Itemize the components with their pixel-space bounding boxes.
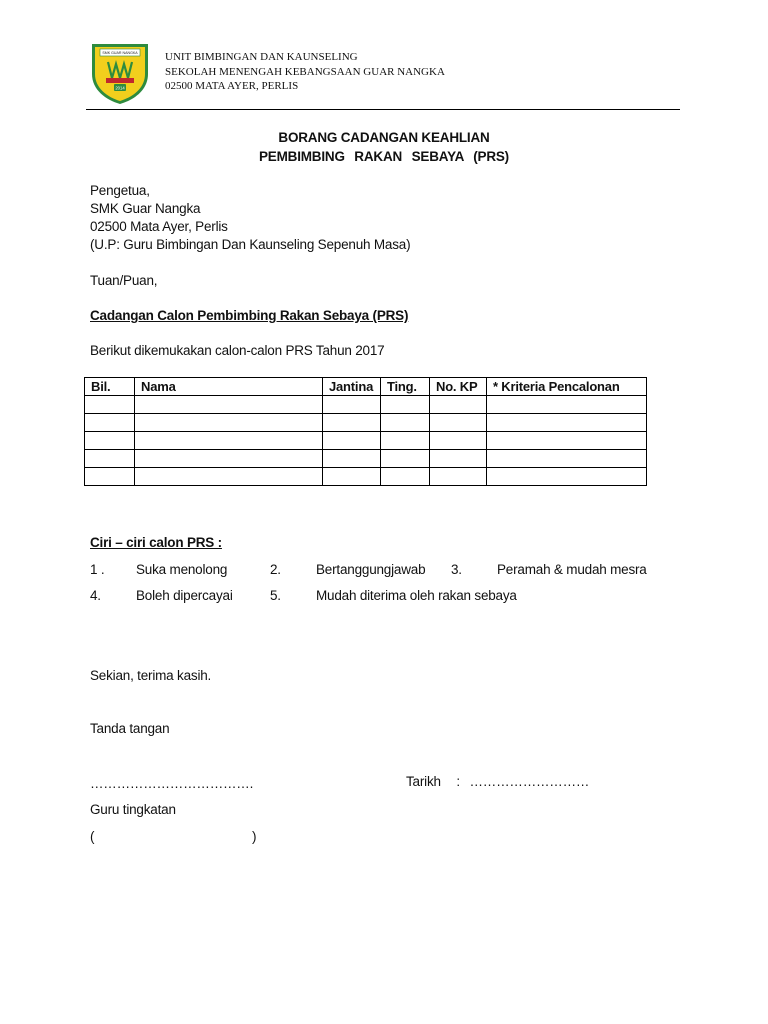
teacher-role-label: Guru tingkatan (90, 802, 176, 817)
table-row (85, 432, 647, 450)
signature-line[interactable]: ………………………………. (90, 776, 254, 791)
cell-nama[interactable] (135, 432, 323, 450)
name-paren-open: ( (90, 829, 95, 844)
criteria-num-4: 4. (90, 588, 101, 603)
cell-nama[interactable] (135, 450, 323, 468)
table-row (85, 468, 647, 486)
cell-bil[interactable] (85, 396, 135, 414)
cell-bil[interactable] (85, 414, 135, 432)
cell-ting[interactable] (381, 414, 430, 432)
date-field (406, 773, 589, 791)
col-ting: Ting. (381, 378, 430, 396)
school-header (165, 50, 445, 94)
cell-jantina[interactable] (323, 414, 381, 432)
cell-jantina[interactable] (323, 396, 381, 414)
name-paren-close: ) (252, 829, 257, 844)
col-jantina: Jantina (323, 378, 381, 396)
cell-jantina[interactable] (323, 468, 381, 486)
cell-no-kp[interactable] (430, 432, 487, 450)
criteria-text-2: Bertanggungjawab (316, 562, 426, 577)
title-line-2: PEMBIMBING RAKAN SEBAYA (PRS) (259, 149, 509, 164)
school-logo (88, 40, 152, 106)
table-row (85, 396, 647, 414)
form-title (0, 128, 768, 166)
criteria-title: Ciri – ciri calon PRS : (90, 535, 222, 550)
criteria-num-5: 5. (270, 588, 281, 603)
date-line[interactable]: ……………………… (469, 774, 590, 789)
intro-text: Berikut dikemukakan calon-calon PRS Tahun 2017 (90, 343, 385, 358)
logo-text: SMK GUAR NANGKA (102, 51, 138, 56)
header-line-unit: UNIT BIMBINGAN DAN KAUNSELING (165, 51, 358, 63)
header-divider (86, 109, 680, 110)
date-label: Tarikh (406, 774, 441, 789)
cell-kriteria[interactable] (487, 432, 647, 450)
recipient-address (90, 182, 410, 254)
cell-bil[interactable] (85, 450, 135, 468)
header-line-address: 02500 MATA AYER, PERLIS (165, 80, 299, 92)
criteria-num-2: 2. (270, 562, 281, 577)
cell-no-kp[interactable] (430, 450, 487, 468)
candidate-table (84, 377, 647, 486)
salutation: Tuan/Puan, (90, 273, 158, 288)
address-line: Pengetua, (90, 183, 150, 198)
cell-no-kp[interactable] (430, 396, 487, 414)
cell-kriteria[interactable] (487, 414, 647, 432)
closing-text: Sekian, terima kasih. (90, 668, 212, 683)
cell-kriteria[interactable] (487, 468, 647, 486)
header-line-school: SEKOLAH MENENGAH KEBANGSAAN GUAR NANGKA (165, 65, 445, 78)
table-row (85, 450, 647, 468)
cell-kriteria[interactable] (487, 396, 647, 414)
cell-no-kp[interactable] (430, 468, 487, 486)
cell-ting[interactable] (381, 450, 430, 468)
logo-year: 2014 (115, 85, 125, 91)
cell-ting[interactable] (381, 468, 430, 486)
col-kriteria: * Kriteria Pencalonan (487, 378, 647, 396)
cell-nama[interactable] (135, 468, 323, 486)
cell-nama[interactable] (135, 396, 323, 414)
cell-jantina[interactable] (323, 432, 381, 450)
criteria-num-3: 3. (451, 562, 462, 577)
cell-bil[interactable] (85, 432, 135, 450)
criteria-num-1: 1 . (90, 562, 105, 577)
criteria-text-5: Mudah diterima oleh rakan sebaya (316, 588, 517, 603)
cell-nama[interactable] (135, 414, 323, 432)
address-line: SMK Guar Nangka (90, 201, 201, 216)
table-row (85, 414, 647, 432)
criteria-text-3: Peramah & mudah mesra (497, 562, 647, 577)
cell-no-kp[interactable] (430, 414, 487, 432)
cell-bil[interactable] (85, 468, 135, 486)
cell-kriteria[interactable] (487, 450, 647, 468)
criteria-text-1: Suka menolong (136, 562, 228, 577)
col-bil: Bil. (85, 378, 135, 396)
cell-ting[interactable] (381, 432, 430, 450)
title-line-1: BORANG CADANGAN KEAHLIAN (278, 130, 490, 145)
signature-label: Tanda tangan (90, 721, 170, 736)
criteria-text-4: Boleh dipercayai (136, 588, 233, 603)
address-line: 02500 Mata Ayer, Perlis (90, 219, 228, 234)
cell-jantina[interactable] (323, 450, 381, 468)
address-line: (U.P: Guru Bimbingan Dan Kaunseling Sepenuh Masa) (90, 237, 411, 252)
subject-line: Cadangan Calon Pembimbing Rakan Sebaya (PRS) (90, 308, 409, 323)
col-nama: Nama (135, 378, 323, 396)
table-header-row (85, 378, 647, 396)
date-colon: : (456, 774, 460, 789)
col-no-kp: No. KP (430, 378, 487, 396)
cell-ting[interactable] (381, 396, 430, 414)
